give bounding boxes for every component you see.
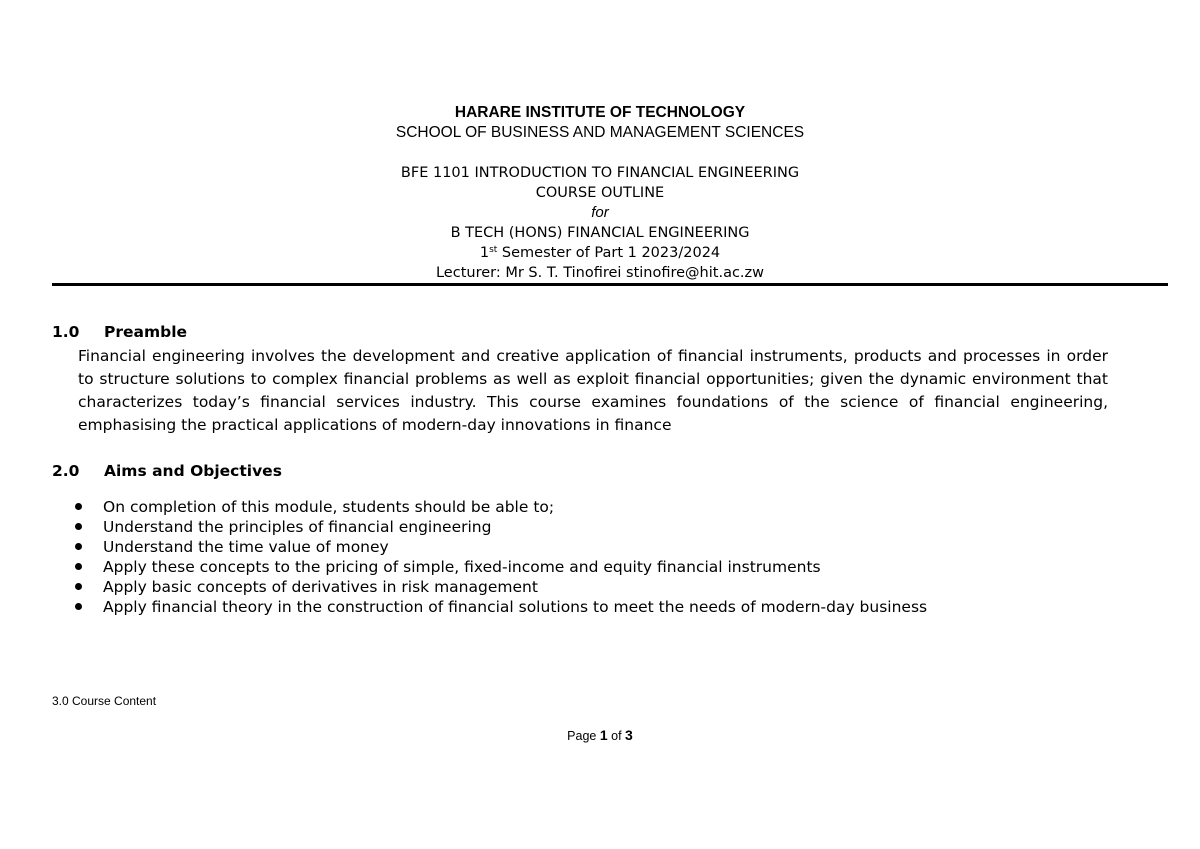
list-item: Apply basic concepts of derivatives in risk management bbox=[0, 577, 1200, 597]
bullet-icon bbox=[75, 543, 82, 550]
bullet-icon bbox=[75, 603, 82, 610]
list-item: Apply financial theory in the construction of financial solutions to meet the needs of modern-day business bbox=[0, 597, 1200, 617]
page-word: Page bbox=[567, 729, 597, 743]
bullet-icon bbox=[75, 503, 82, 510]
section-preamble-heading bbox=[52, 321, 187, 343]
total-pages-number: 3 bbox=[625, 727, 633, 743]
institution-name: HARARE INSTITUTE OF TECHNOLOGY bbox=[454, 104, 746, 121]
bullet-icon bbox=[75, 523, 82, 530]
section-number: 1.0 bbox=[52, 323, 80, 341]
list-item: Understand the time value of money bbox=[0, 537, 1200, 557]
preamble-paragraph: Financial engineering involves the development and creative application of financial instruments, products and processes in order to structure solutions to complex financial problems as well as exploit financial opportunities; given the dynamic environment that characterizes today’s financial services industry. This course examines foundations of the science of financial engineering, emphasising the practical applications of modern-day innovations in finance bbox=[78, 347, 1108, 434]
semester-number: 1 bbox=[479, 245, 490, 261]
lecturer-line: Lecturer: Mr S. T. Tinofirei stinofire@hit.ac.zw bbox=[435, 265, 765, 281]
document-header bbox=[0, 103, 1200, 283]
section-aims-heading bbox=[52, 460, 282, 482]
list-item: Understand the principles of financial engineering bbox=[0, 517, 1200, 537]
semester-text: Semester of Part 1 2023/2024 bbox=[497, 245, 721, 261]
current-page-number: 1 bbox=[599, 727, 608, 743]
for-label: for bbox=[591, 204, 609, 221]
semester-line bbox=[0, 243, 1200, 263]
of-word: of bbox=[611, 729, 622, 743]
list-item: On completion of this module, students should be able to; bbox=[0, 497, 1200, 517]
bullet-icon bbox=[75, 563, 82, 570]
section-title: Aims and Objectives bbox=[104, 462, 282, 480]
bullet-icon bbox=[75, 583, 82, 590]
document-type: COURSE OUTLINE bbox=[535, 185, 665, 201]
next-section-label: 3.0 Course Content bbox=[52, 694, 157, 708]
section-number: 2.0 bbox=[52, 462, 80, 480]
course-title: BFE 1101 INTRODUCTION TO FINANCIAL ENGINEERING bbox=[400, 165, 800, 181]
objectives-list bbox=[0, 497, 1200, 617]
school-name: SCHOOL OF BUSINESS AND MANAGEMENT SCIENCES bbox=[395, 124, 805, 141]
semester-ordinal-suffix: st bbox=[489, 245, 498, 255]
page-footer bbox=[0, 725, 1200, 745]
section-title: Preamble bbox=[104, 323, 188, 341]
list-item: Apply these concepts to the pricing of simple, fixed-income and equity financial instruments bbox=[0, 557, 1200, 577]
header-divider bbox=[52, 283, 1168, 286]
programme-name: B TECH (HONS) FINANCIAL ENGINEERING bbox=[450, 225, 750, 241]
